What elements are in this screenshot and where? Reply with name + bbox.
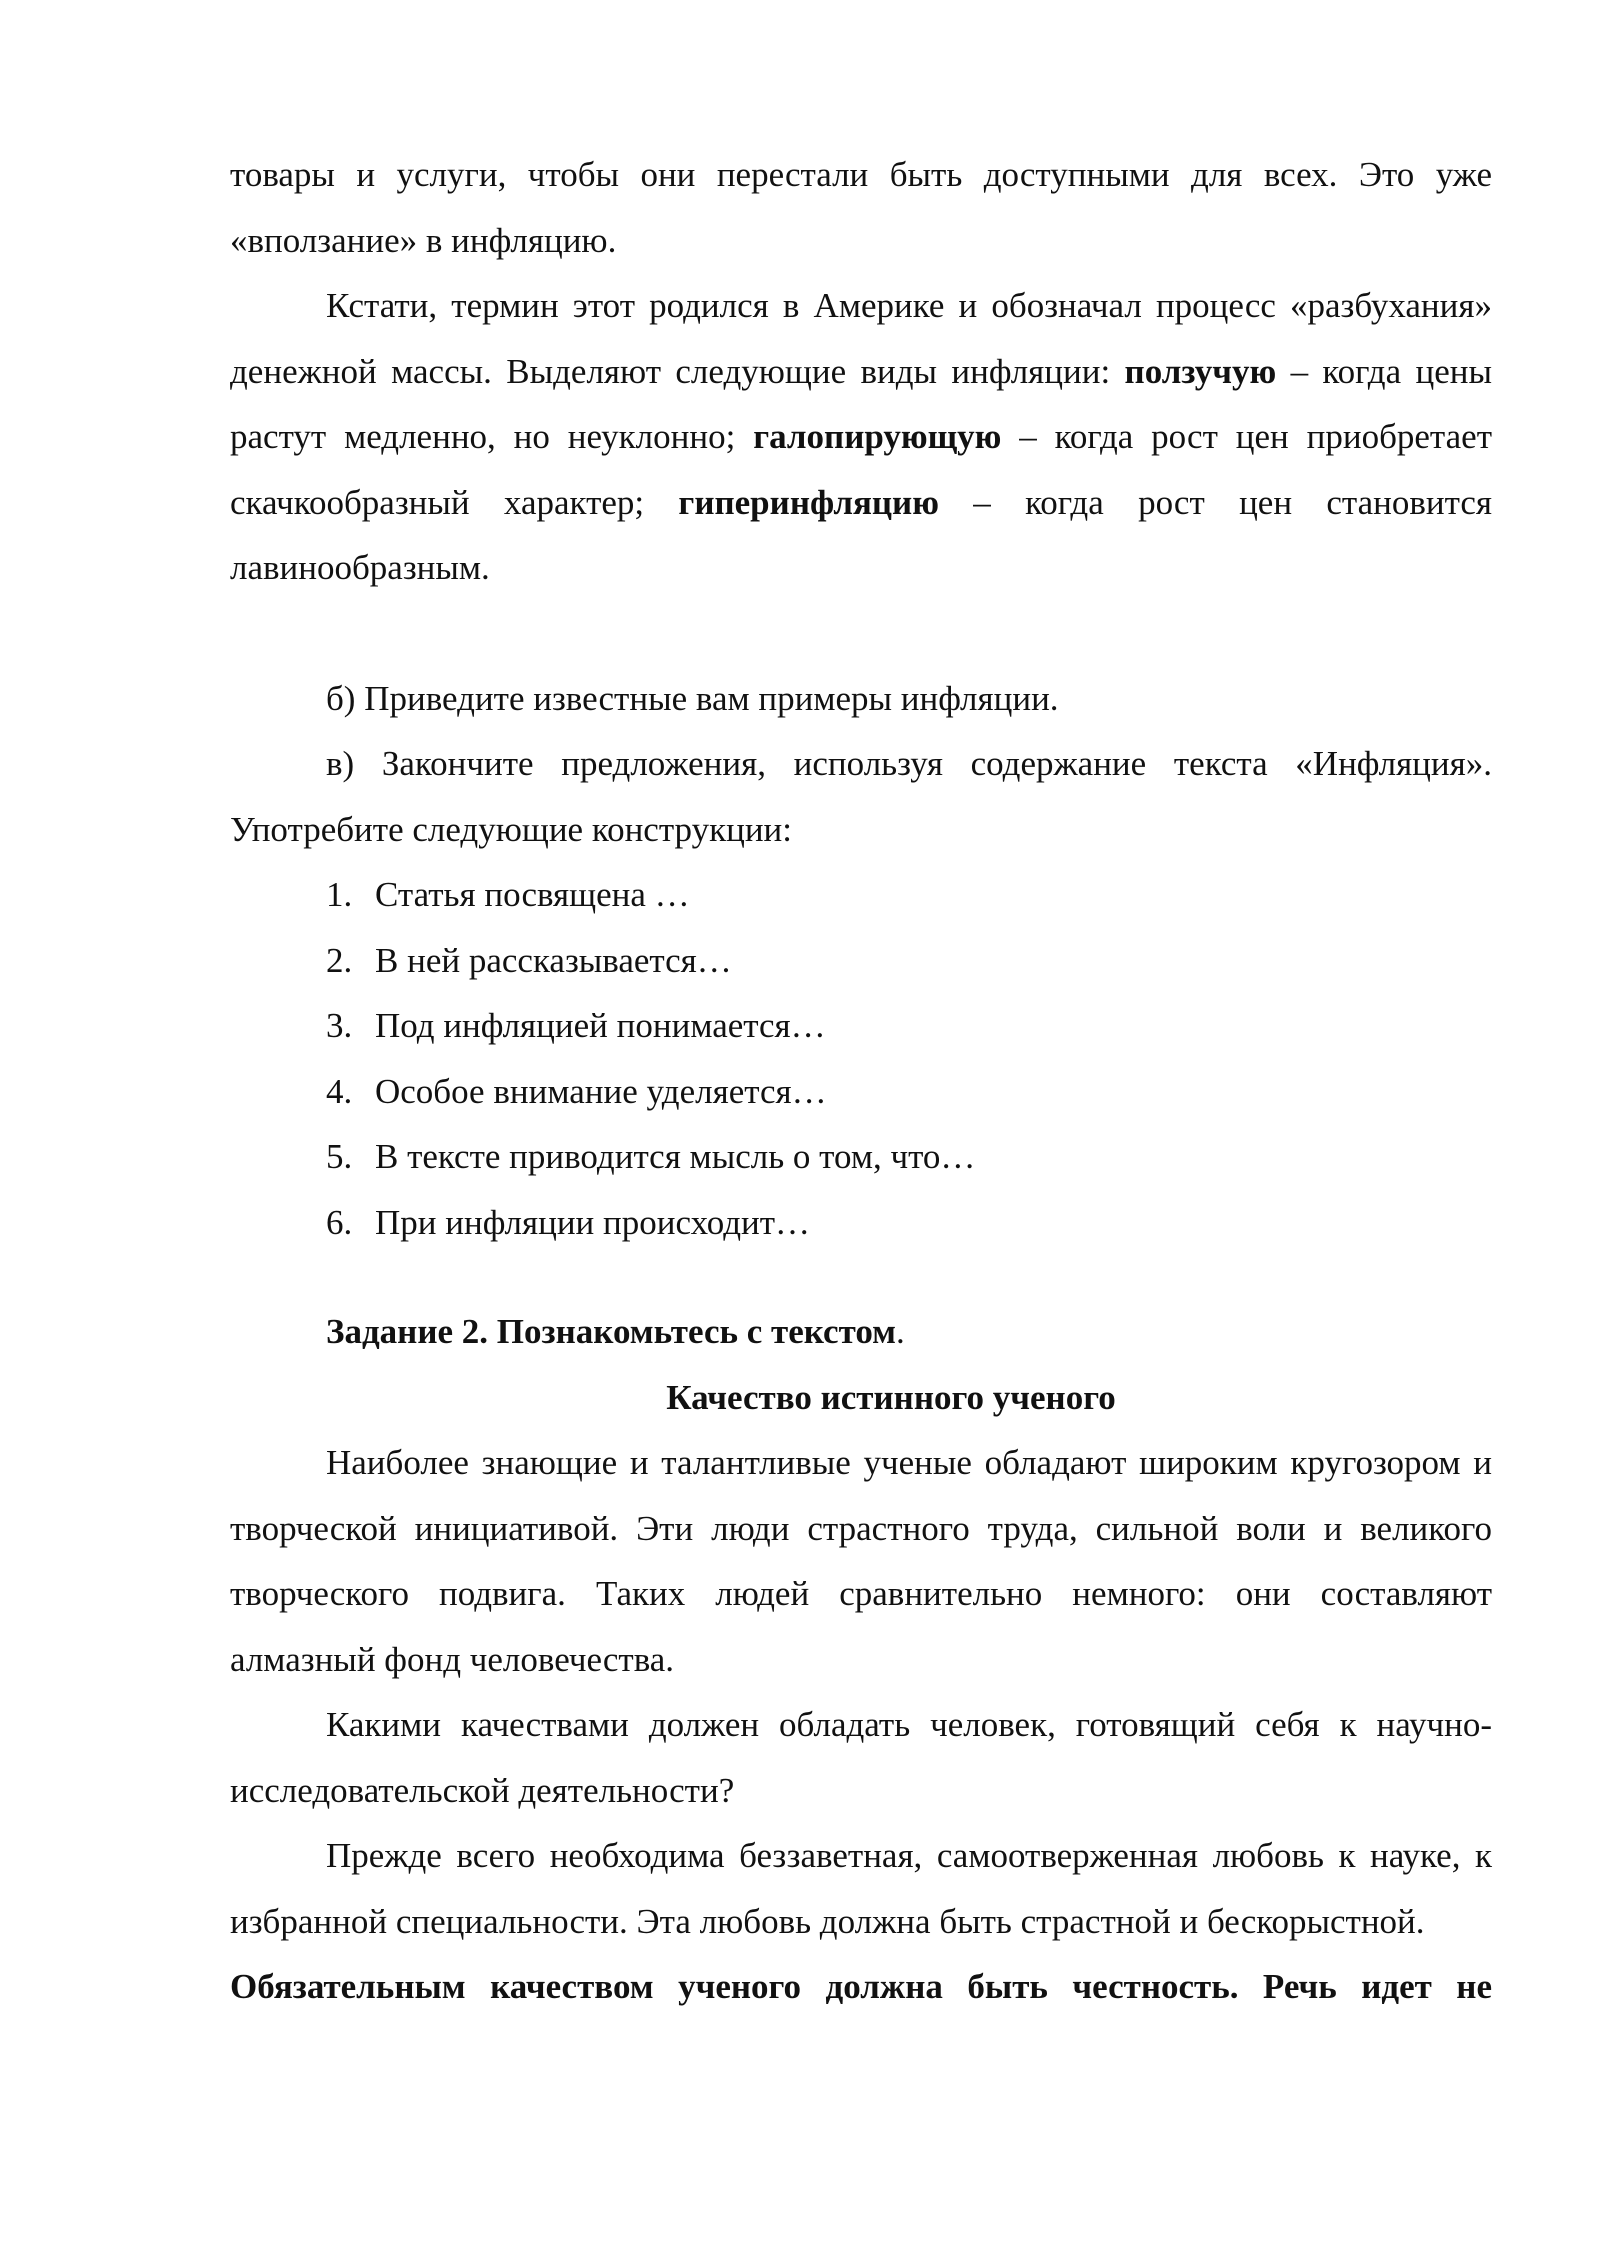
- list-item: [230, 1059, 1492, 1125]
- list-item-number: 4.: [326, 1071, 353, 1111]
- term-hyperinflation: гиперинфляцию: [678, 482, 939, 522]
- list-item-text: В тексте приводится мысль о том, что…: [375, 1137, 976, 1176]
- list-item-text: Под инфляцией понимается…: [375, 1006, 826, 1045]
- sentence-starters-list: [230, 862, 1492, 1255]
- article-paragraph-2: Какими качествами должен обладать человек, готовящий себя к научно-исследовательской деятельности?: [230, 1705, 1492, 1810]
- list-item: [230, 993, 1492, 1059]
- list-item-number: 5.: [326, 1137, 353, 1176]
- task-v: в) Закончите предложения, используя содержание текста «Инфляция». Употребите следующие конструкции:: [230, 744, 1492, 849]
- list-item-text: При инфляции происходит…: [375, 1202, 811, 1242]
- hyperinflation-definition: – когда рост цен становится лавинообразным.: [230, 482, 1492, 587]
- spacer: [230, 1255, 1492, 1299]
- article-title: Качество истинного ученого: [666, 1377, 1116, 1417]
- list-item: [230, 1190, 1492, 1256]
- task-b: б) Приведите известные вам примеры инфляции.: [326, 678, 1059, 718]
- list-item-text: Статья посвящена …: [375, 875, 690, 914]
- term-galloping: галопирующую: [753, 417, 1002, 456]
- paragraph-inflation-types: [230, 273, 1492, 601]
- term-creeping: ползучую: [1124, 351, 1277, 391]
- article-paragraph-4: Обязательным качеством ученого должна быть честность. Речь идет не: [230, 1967, 1492, 2006]
- task-2-heading-text: Задание 2. Познакомьтесь с текстом: [326, 1312, 896, 1351]
- galloping-definition: – когда рост цен приобретает скачкообразный характер;: [230, 417, 1492, 522]
- list-item-number: 1.: [326, 875, 353, 914]
- document-page: [230, 142, 1492, 2020]
- list-item-text: Особое внимание уделяется…: [375, 1071, 827, 1111]
- list-item-text: В ней рассказывается…: [375, 940, 732, 980]
- task-2-heading-period: .: [896, 1312, 905, 1351]
- creeping-definition: – когда цены растут медленно, но неуклонно;: [230, 351, 1492, 456]
- inflation-types-intro: Кстати, термин этот родился в Америке и обозначал процесс «разбухания» денежной массы. Выделяют следующие виды инфляции:: [230, 286, 1492, 391]
- list-item-number: 6.: [326, 1202, 353, 1242]
- paragraph-inflation-end: товары и услуги, чтобы они перестали быть доступными для всех. Это уже «вползание» в инфляцию.: [230, 155, 1492, 260]
- list-item: [230, 862, 1492, 928]
- task-2-heading: [230, 1299, 1492, 1365]
- list-item-number: 3.: [326, 1006, 353, 1045]
- list-item-number: 2.: [326, 940, 353, 980]
- list-item: [230, 1124, 1492, 1190]
- list-item: [230, 928, 1492, 994]
- article-paragraph-3: Прежде всего необходима беззаветная, самоотверженная любовь к науке, к избранной специальности. Эта любовь должна быть страстной и бескорыстной.: [230, 1836, 1492, 1941]
- article-paragraph-1: Наиболее знающие и талантливые ученые обладают широким кругозором и творческой инициативой. Эти люди страстного труда, сильной воли и великого творческого подвига. Таких людей сравнительно немного: они составляют алмазный фонд человечества.: [230, 1443, 1492, 1679]
- spacer: [230, 601, 1492, 666]
